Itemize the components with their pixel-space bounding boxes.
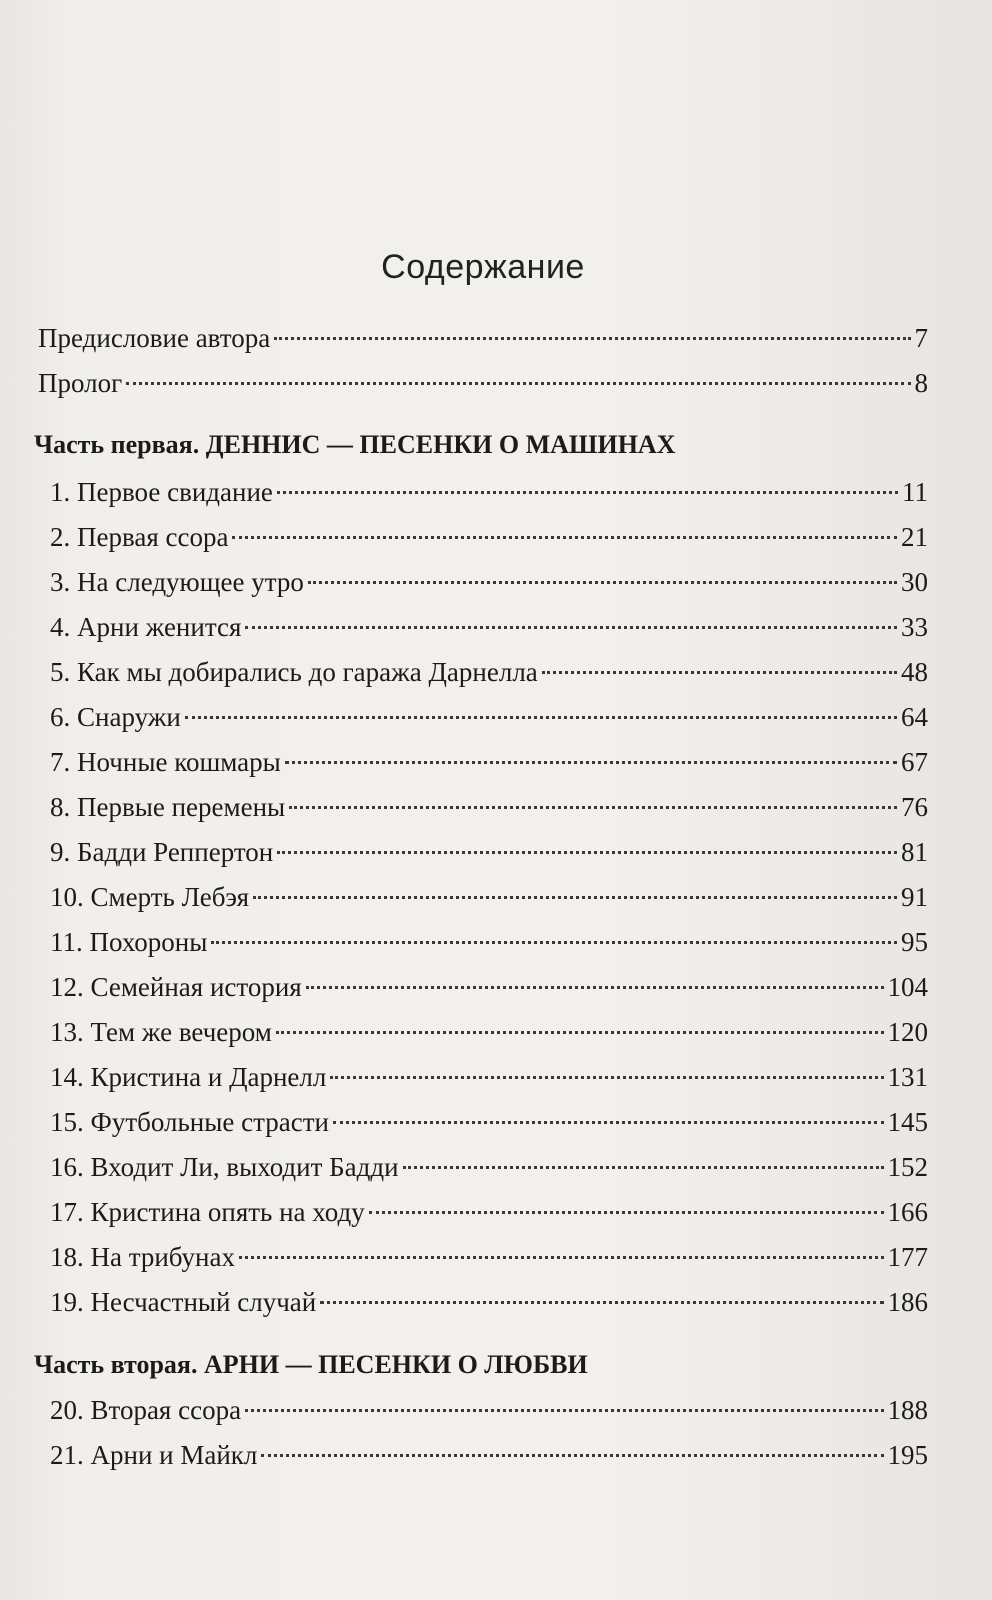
toc-entry (38, 1390, 928, 1430)
entry-page: 64 (901, 702, 928, 732)
dot-leader (185, 716, 897, 719)
entry-page: 7 (914, 323, 928, 353)
entry-page: 166 (887, 1197, 928, 1227)
dot-leader (542, 671, 897, 674)
toc-entry (38, 1057, 928, 1097)
entry-page: 188 (887, 1395, 928, 1425)
entry-page: 48 (901, 657, 928, 687)
entry-page: 131 (887, 1062, 928, 1092)
toc-entry (38, 1102, 928, 1142)
entry-label: 21. Арни и Майкл (50, 1440, 258, 1470)
entry-page: 186 (887, 1287, 928, 1317)
entry-page: 95 (901, 927, 928, 957)
entry-label: 17. Кристина опять на ходу (50, 1197, 365, 1227)
toc-entry (38, 1012, 928, 1052)
toc-entry (38, 1147, 928, 1187)
entry-label: 11. Похороны (50, 927, 208, 957)
entry-label: 12. Семейная история (50, 972, 302, 1002)
dot-leader (261, 1454, 883, 1457)
entry-page: 67 (901, 747, 928, 777)
entry-label: 9. Бадди Реппертон (50, 837, 274, 867)
dot-leader (277, 491, 898, 494)
entry-label: 3. На следующее утро (50, 567, 304, 597)
entry-label: 2. Первая ссора (50, 522, 229, 552)
dot-leader (277, 851, 897, 854)
entry-page: 152 (887, 1152, 928, 1182)
entry-label: 5. Как мы добирались до гаража Дарнелла (50, 657, 538, 687)
entry-page: 120 (887, 1017, 928, 1047)
entry-label: 18. На трибунах (50, 1242, 235, 1272)
toc-entry (38, 832, 928, 872)
dot-leader (245, 626, 897, 629)
entry-page: 91 (901, 882, 928, 912)
entry-label: 20. Вторая ссора (50, 1395, 242, 1425)
toc-entry (38, 967, 928, 1007)
toc-entry (38, 517, 928, 557)
dot-leader (276, 1031, 884, 1034)
part-heading: Часть вторая. АРНИ — ПЕСЕНКИ О ЛЮБВИ (34, 1350, 588, 1379)
entry-page: 8 (914, 368, 928, 398)
entry-page: 145 (887, 1107, 928, 1137)
part-heading: Часть первая. ДЕННИС — ПЕСЕНКИ О МАШИНАХ (34, 430, 676, 459)
toc-entry (38, 787, 928, 827)
dot-leader (308, 581, 897, 584)
entry-label: 10. Смерть Лебэя (50, 882, 250, 912)
entry-label: 6. Снаружи (50, 702, 181, 732)
toc-entry (38, 877, 928, 917)
toc-entry (38, 652, 928, 692)
entry-page: 81 (901, 837, 928, 867)
toc-entry (38, 1192, 928, 1232)
dot-leader (211, 941, 897, 944)
entry-label: 8. Первые перемены (50, 792, 286, 822)
entry-label: 4. Арни женится (50, 612, 242, 642)
toc-entry (38, 607, 928, 647)
toc-entry (38, 922, 928, 962)
dot-leader (253, 896, 897, 899)
toc-entry (38, 562, 928, 602)
toc-entry (38, 697, 928, 737)
toc-entry-prologue (38, 363, 928, 403)
dot-leader (333, 1121, 884, 1124)
dot-leader (274, 337, 910, 340)
entry-page: 177 (887, 1242, 928, 1272)
entry-page: 33 (901, 612, 928, 642)
toc-entry-preface (38, 318, 928, 358)
entry-page: 30 (901, 567, 928, 597)
page-title: Содержание (381, 248, 585, 286)
entry-page: 104 (887, 972, 928, 1002)
entry-page: 76 (901, 792, 928, 822)
dot-leader (306, 986, 884, 989)
toc-entry (38, 1435, 928, 1475)
entry-page: 195 (887, 1440, 928, 1470)
dot-leader (232, 536, 897, 539)
dot-leader (239, 1256, 884, 1259)
dot-leader (245, 1409, 883, 1412)
toc-entry (38, 742, 928, 782)
dot-leader (320, 1301, 883, 1304)
dot-leader (289, 806, 897, 809)
dot-leader (403, 1166, 884, 1169)
dot-leader (330, 1076, 883, 1079)
entry-label: 15. Футбольные страсти (50, 1107, 329, 1137)
entry-label: 13. Тем же вечером (50, 1017, 272, 1047)
entry-page: 11 (902, 477, 928, 507)
dot-leader (126, 382, 910, 385)
entry-label: 1. Первое свидание (50, 477, 273, 507)
dot-leader (369, 1211, 884, 1214)
entry-label: 16. Входит Ли, выходит Бадди (50, 1152, 399, 1182)
entry-label: 7. Ночные кошмары (50, 747, 281, 777)
entry-label: Пролог (38, 368, 123, 398)
toc-entry (38, 472, 928, 512)
entry-label: 14. Кристина и Дарнелл (50, 1062, 327, 1092)
dot-leader (285, 761, 897, 764)
toc-entry (38, 1237, 928, 1277)
toc-entry (38, 1282, 928, 1322)
entry-label: Предисловие автора (38, 323, 271, 353)
entry-page: 21 (901, 522, 928, 552)
entry-label: 19. Несчастный случай (50, 1287, 317, 1317)
